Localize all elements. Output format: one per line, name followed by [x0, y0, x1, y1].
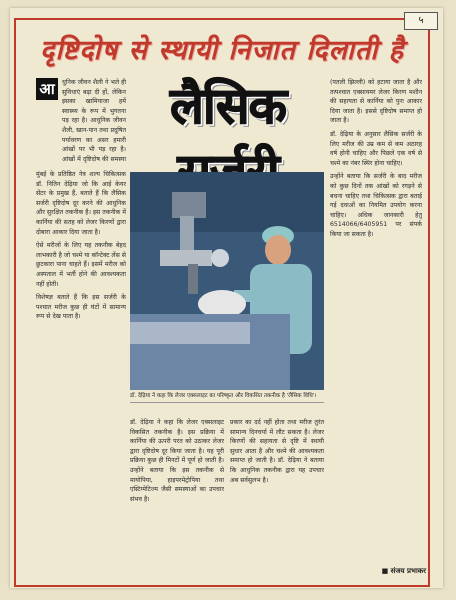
surgery-photo — [130, 172, 324, 390]
middle-column-left: डॉ. देढ़िया ने कहा कि लेजर एक्सलाइट विकसित तकनीक है। इस प्रक्रिया में कार्निया की ऊपरी परत को उठाकर लेजर द्वारा दृष्टिदोष दूर किया जाता है। यह पूरी प्रक्रिया कुछ ही मिनटों में पूर्ण हो जाती है। उन्होंने बताया कि इस तकनीक से मायोपिया, हाइपरमेट्रोपिया तथा एस्टिग्मेटिज्म जैसी समस्याओं का उपचार संभव है। — [130, 419, 224, 503]
right-paragraph: उन्होंने बताया कि सर्जरी के बाद मरीज को कुछ दिनों तक आंखों को रगड़ने से बचना चाहिए तथा चिकित्सक द्वारा बताई गई दवाओं का नियमित उपयोग करना चाहिए। अधिक जानकारी हेतु 6514066/6405951 पर संपर्क किया जा सकता है। — [330, 173, 422, 238]
intro-column: धुनिक जीवन शैली ने भले ही सुविधाएं बढ़ा दी हों, लेकिन इसका खामियाजा हमें स्वास्थ्य के रूप में भुगतना पड़ रहा है। आधुनिक जीवन शैली, खान-पान तथा प्रदूषित पर्यावरण का असर हमारी आंखों पर भी पड़ रहा है। आंखों में दृष्टिदोष की समस्या — [62, 79, 126, 163]
right-paragraph: डॉ. देढ़िया के अनुसार लैसिक सर्जरी के लिए मरीज की उम्र कम से कम अठारह वर्ष होनी चाहिए और पिछले एक वर्ष से चश्मे का नंबर स्थिर होना चाहिए। — [330, 130, 422, 167]
left-column — [36, 170, 126, 565]
drop-cap: आ — [36, 78, 58, 100]
left-paragraph: ऐसे मरीजों के लिए यह तकनीक बेहद लाभकारी है जो चश्मे या कॉन्टेक्ट लेंस से छुटकारा पाना चाहते हैं। इसमें मरीज को अस्पताल में भर्ती होने की आवश्यकता नहीं होती। — [36, 242, 126, 288]
surgery-illustration — [130, 172, 324, 390]
middle-column-right: प्रकार का दर्द नहीं होता तथा मरीज तुरंत सामान्य दिनचर्या में लौट सकता है। लेजर किरणों की सहायता से दृष्टि में स्थायी सुधार आता है और चश्मे की आवश्यकता समाप्त हो जाती है। डॉ. देढ़िया ने बताया कि आधुनिक तकनीक द्वारा यह उपचार अब सर्वसुलभ है। — [230, 419, 324, 484]
article-title: लैसिक — [169, 77, 287, 135]
headline: दृष्टिदोष से स्थायी निजात दिलाती है — [40, 35, 404, 66]
right-paragraph: (पतली झिल्ली) को हटाया जाता है और तत्पश्चात एक्सायमर लेजर किरण मशीन की सहायता से कार्निया को पुनः आकार दिया जाता है। इससे दृष्टिदोष समाप्त हो जाता है। — [330, 79, 422, 125]
byline: ■ संजय प्रभाकर — [381, 567, 426, 575]
page-number: ५ — [404, 12, 438, 30]
left-paragraph: विशेषज्ञ बताते हैं कि इस सर्जरी के पश्चात मरीज कुछ ही घंटों में सामान्य रूप से देख पाता है। — [36, 294, 126, 321]
photo-caption: डॉ. देढ़िया ने कहा कि लेजर एक्सलाइट का परिष्कृत और विकसित तकनीक है 'लैसिक विधि'। — [130, 392, 324, 403]
right-column — [330, 78, 422, 566]
left-paragraph: मुंबई के प्रतिष्ठित नेत्र शल्य चिकित्सक डॉ. नितिन देढ़िया जो कि आई केयर सेंटर के प्रमुख हैं, बताते हैं कि लैसिक सर्जरी दृष्टिदोष दूर करने की आधुनिक और सुरक्षित तकनीक है। इस तकनीक में कार्निया की सतह को लेजर किरणों द्वारा दोबारा आकार दिया जाता है। — [36, 171, 126, 236]
